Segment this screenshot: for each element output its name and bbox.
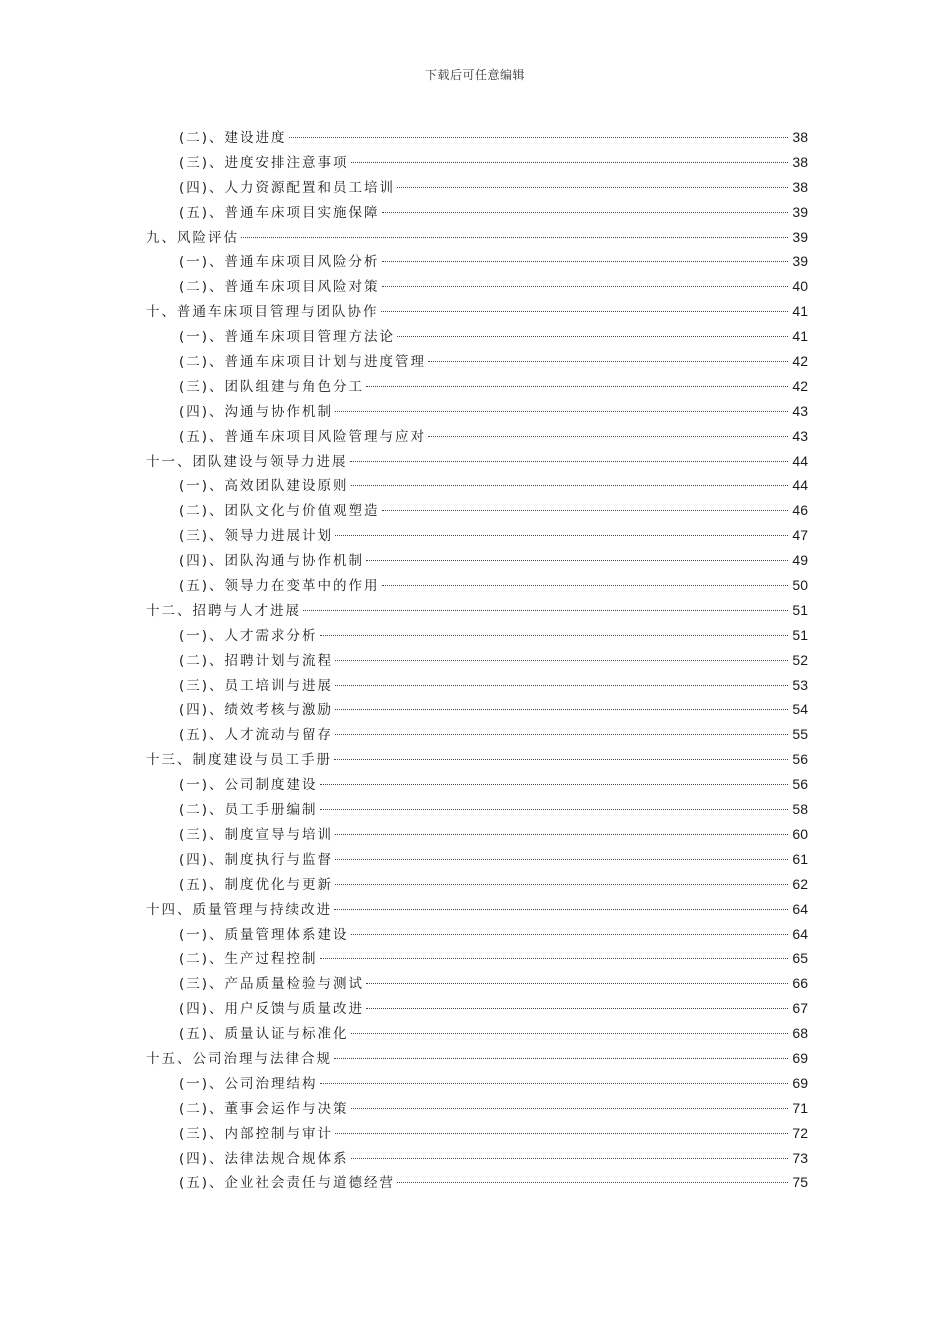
toc-entry-title: (四)、人力资源配置和员工培训 (179, 179, 396, 196)
toc-entry[interactable] (146, 1021, 808, 1046)
toc-dot-leader (428, 435, 788, 437)
toc-entry-page-number: 43 (792, 402, 808, 419)
toc-entry-title: (二)、员工手册编制 (179, 802, 318, 819)
toc-dot-leader (335, 883, 788, 885)
toc-entry[interactable] (146, 673, 808, 698)
toc-entry[interactable] (146, 697, 808, 722)
toc-entry-page-number: 65 (792, 950, 808, 967)
toc-dot-leader (335, 733, 788, 735)
toc-dot-leader (381, 310, 789, 312)
toc-entry[interactable] (146, 200, 808, 225)
toc-entry-page-number: 54 (792, 701, 808, 718)
toc-entry-title: (五)、领导力在变革中的作用 (179, 578, 380, 595)
toc-entry[interactable] (146, 897, 808, 922)
toc-entry-page-number: 39 (792, 203, 808, 220)
toc-dot-leader (397, 1181, 788, 1183)
toc-dot-leader (241, 236, 788, 238)
toc-dot-leader (351, 1107, 788, 1109)
toc-entry[interactable] (146, 747, 808, 772)
toc-dot-leader (366, 385, 788, 387)
toc-entry-page-number: 43 (792, 427, 808, 444)
toc-entry-page-number: 40 (792, 278, 808, 295)
toc-entry-page-number: 47 (792, 527, 808, 544)
page-header: 下载后可任意编辑 (424, 68, 525, 82)
toc-entry-page-number: 73 (792, 1149, 808, 1166)
toc-entry[interactable] (146, 175, 808, 200)
toc-entry-title: (一)、公司治理结构 (179, 1075, 318, 1092)
toc-entry-title: (二)、招聘计划与流程 (179, 652, 334, 669)
toc-dot-leader (335, 410, 788, 412)
toc-entry-title: (四)、法律法规合规体系 (179, 1150, 349, 1167)
toc-entry[interactable] (146, 1146, 808, 1171)
toc-dot-leader (366, 1007, 788, 1009)
toc-entry-title: (三)、员工培训与进展 (179, 677, 334, 694)
toc-entry[interactable] (146, 971, 808, 996)
toc-entry-title: (五)、普通车床项目实施保障 (179, 204, 380, 221)
toc-entry-page-number: 62 (792, 875, 808, 892)
toc-entry-page-number: 38 (792, 178, 808, 195)
toc-entry[interactable] (146, 722, 808, 747)
toc-dot-leader (397, 186, 788, 188)
toc-entry-page-number: 44 (792, 452, 808, 469)
toc-entry-title: (四)、用户反馈与质量改进 (179, 1001, 365, 1018)
toc-entry[interactable] (146, 424, 808, 449)
toc-entry-title: (四)、沟通与协作机制 (179, 403, 334, 420)
toc-entry[interactable] (146, 374, 808, 399)
toc-dot-leader (382, 260, 788, 262)
toc-dot-leader (366, 559, 788, 561)
toc-dot-leader (366, 982, 788, 984)
toc-entry-page-number: 61 (792, 850, 808, 867)
toc-entry[interactable] (146, 1071, 808, 1096)
toc-dot-leader (289, 136, 788, 138)
toc-entry-title: 十四、质量管理与持续改进 (146, 901, 332, 918)
toc-entry[interactable] (146, 822, 808, 847)
toc-entry-page-number: 71 (792, 1099, 808, 1116)
toc-entry-page-number: 42 (792, 353, 808, 370)
toc-entry-title: (二)、董事会运作与决策 (179, 1100, 349, 1117)
toc-entry[interactable] (146, 847, 808, 872)
toc-entry-page-number: 44 (792, 477, 808, 494)
toc-dot-leader (334, 908, 788, 910)
toc-entry[interactable] (146, 1170, 808, 1195)
toc-entry-title: (三)、产品质量检验与测试 (179, 976, 365, 993)
toc-entry[interactable] (146, 548, 808, 573)
toc-entry-page-number: 38 (792, 153, 808, 170)
toc-dot-leader (320, 1082, 788, 1084)
toc-entry-page-number: 56 (792, 776, 808, 793)
toc-entry-title: 九、风险评估 (146, 229, 239, 246)
toc-entry-page-number: 52 (792, 651, 808, 668)
toc-entry[interactable] (146, 946, 808, 971)
toc-entry-page-number: 60 (792, 825, 808, 842)
toc-entry-title: (三)、团队组建与角色分工 (179, 378, 365, 395)
toc-entry-page-number: 50 (792, 577, 808, 594)
toc-entry-title: (五)、人才流动与留存 (179, 727, 334, 744)
toc-entry-page-number: 55 (792, 726, 808, 743)
toc-entry[interactable] (146, 498, 808, 523)
toc-dot-leader (382, 211, 788, 213)
toc-entry-title: (四)、绩效考核与激励 (179, 702, 334, 719)
toc-entry-title: (二)、普通车床项目风险对策 (179, 279, 380, 296)
toc-entry[interactable] (146, 274, 808, 299)
toc-entry[interactable] (146, 1046, 808, 1071)
toc-dot-leader (335, 708, 788, 710)
toc-entry-page-number: 51 (792, 601, 808, 618)
toc-entry-page-number: 72 (792, 1124, 808, 1141)
toc-entry-page-number: 56 (792, 751, 808, 768)
toc-entry-page-number: 66 (792, 975, 808, 992)
toc-entry-page-number: 41 (792, 303, 808, 320)
toc-dot-leader (335, 1132, 788, 1134)
toc-entry-title: (二)、建设进度 (179, 130, 287, 146)
toc-entry-title: (三)、制度宣导与培训 (179, 826, 334, 843)
toc-entry-page-number: 67 (792, 1000, 808, 1017)
toc-entry[interactable] (146, 150, 808, 175)
toc-entry-page-number: 68 (792, 1025, 808, 1042)
toc-entry-title: 十五、公司治理与法律合规 (146, 1050, 332, 1067)
toc-entry[interactable] (146, 125, 808, 150)
toc-entry-title: (三)、内部控制与审计 (179, 1125, 334, 1142)
toc-entry[interactable] (146, 324, 808, 349)
toc-entry-page-number: 41 (792, 328, 808, 345)
toc-entry-title: (五)、企业社会责任与道德经营 (179, 1175, 396, 1192)
toc-entry-title: (二)、团队文化与价值观塑造 (179, 503, 380, 520)
toc-entry-title: (二)、生产过程控制 (179, 951, 318, 968)
toc-dot-leader (335, 659, 788, 661)
toc-entry-page-number: 46 (792, 502, 808, 519)
toc-entry-title: (一)、普通车床项目风险分析 (179, 254, 380, 271)
toc-entry-title: (四)、制度执行与监督 (179, 851, 334, 868)
toc-entry[interactable] (146, 573, 808, 598)
toc-entry-page-number: 69 (792, 1049, 808, 1066)
toc-dot-leader (334, 1057, 788, 1059)
toc-dot-leader (335, 534, 788, 536)
toc-entry[interactable] (146, 922, 808, 947)
toc-entry[interactable] (146, 225, 808, 250)
toc-entry-page-number: 75 (792, 1174, 808, 1191)
toc-entry-page-number: 53 (792, 676, 808, 693)
toc-entry[interactable] (146, 598, 808, 623)
toc-dot-leader (351, 1032, 788, 1034)
toc-dot-leader (320, 783, 788, 785)
toc-entry-page-number: 58 (792, 801, 808, 818)
toc-entry[interactable] (146, 1121, 808, 1146)
toc-entry-title: (一)、公司制度建设 (179, 777, 318, 794)
toc-entry[interactable] (146, 523, 808, 548)
table-of-contents (146, 125, 808, 1195)
toc-entry[interactable] (146, 772, 808, 797)
toc-entry[interactable] (146, 1096, 808, 1121)
toc-dot-leader (351, 933, 788, 935)
toc-dot-leader (335, 858, 788, 860)
toc-entry-page-number: 69 (792, 1074, 808, 1091)
toc-dot-leader (382, 584, 788, 586)
toc-dot-leader (350, 460, 789, 462)
toc-entry-title: (一)、质量管理体系建设 (179, 926, 349, 943)
toc-entry[interactable] (146, 249, 808, 274)
toc-entry-title: (三)、领导力进展计划 (179, 528, 334, 545)
toc-dot-leader (397, 335, 788, 337)
toc-dot-leader (382, 509, 788, 511)
toc-entry-page-number: 49 (792, 552, 808, 569)
toc-entry-page-number: 39 (792, 228, 808, 245)
toc-entry-page-number: 42 (792, 377, 808, 394)
toc-entry-title: 十三、制度建设与员工手册 (146, 752, 332, 769)
toc-entry-title: (一)、普通车床项目管理方法论 (179, 329, 396, 346)
toc-entry-title: (五)、普通车床项目风险管理与应对 (179, 428, 427, 445)
toc-dot-leader (320, 634, 788, 636)
toc-entry[interactable] (146, 449, 808, 474)
toc-entry[interactable] (146, 299, 808, 324)
toc-entry-title: (五)、制度优化与更新 (179, 876, 334, 893)
toc-entry-title: (一)、高效团队建设原则 (179, 478, 349, 495)
toc-dot-leader (382, 285, 788, 287)
toc-entry-title: (四)、团队沟通与协作机制 (179, 553, 365, 570)
toc-entry-title: 十二、招聘与人才进展 (146, 602, 301, 619)
toc-entry-title: (五)、质量认证与标准化 (179, 1026, 349, 1043)
toc-entry[interactable] (146, 797, 808, 822)
toc-dot-leader (320, 957, 788, 959)
toc-dot-leader (303, 609, 788, 611)
toc-entry[interactable] (146, 399, 808, 424)
toc-entry-page-number: 64 (792, 925, 808, 942)
toc-entry-page-number: 38 (792, 129, 808, 145)
toc-dot-leader (351, 484, 788, 486)
toc-entry-page-number: 39 (792, 253, 808, 270)
toc-entry[interactable] (146, 623, 808, 648)
toc-entry[interactable] (146, 872, 808, 897)
toc-entry-title: (三)、进度安排注意事项 (179, 154, 349, 171)
toc-entry[interactable] (146, 473, 808, 498)
toc-entry[interactable] (146, 349, 808, 374)
toc-entry-title: 十、普通车床项目管理与团队协作 (146, 304, 379, 321)
toc-dot-leader (335, 833, 788, 835)
toc-entry-page-number: 64 (792, 900, 808, 917)
toc-entry-title: (一)、人才需求分析 (179, 627, 318, 644)
toc-dot-leader (351, 1157, 788, 1159)
toc-dot-leader (335, 684, 788, 686)
toc-entry[interactable] (146, 996, 808, 1021)
toc-dot-leader (334, 758, 788, 760)
toc-entry-title: (二)、普通车床项目计划与进度管理 (179, 354, 427, 371)
toc-dot-leader (320, 808, 788, 810)
toc-entry-title: 十一、团队建设与领导力进展 (146, 453, 348, 470)
toc-entry[interactable] (146, 648, 808, 673)
toc-entry-page-number: 51 (792, 626, 808, 643)
toc-dot-leader (351, 161, 788, 163)
toc-dot-leader (428, 360, 788, 362)
